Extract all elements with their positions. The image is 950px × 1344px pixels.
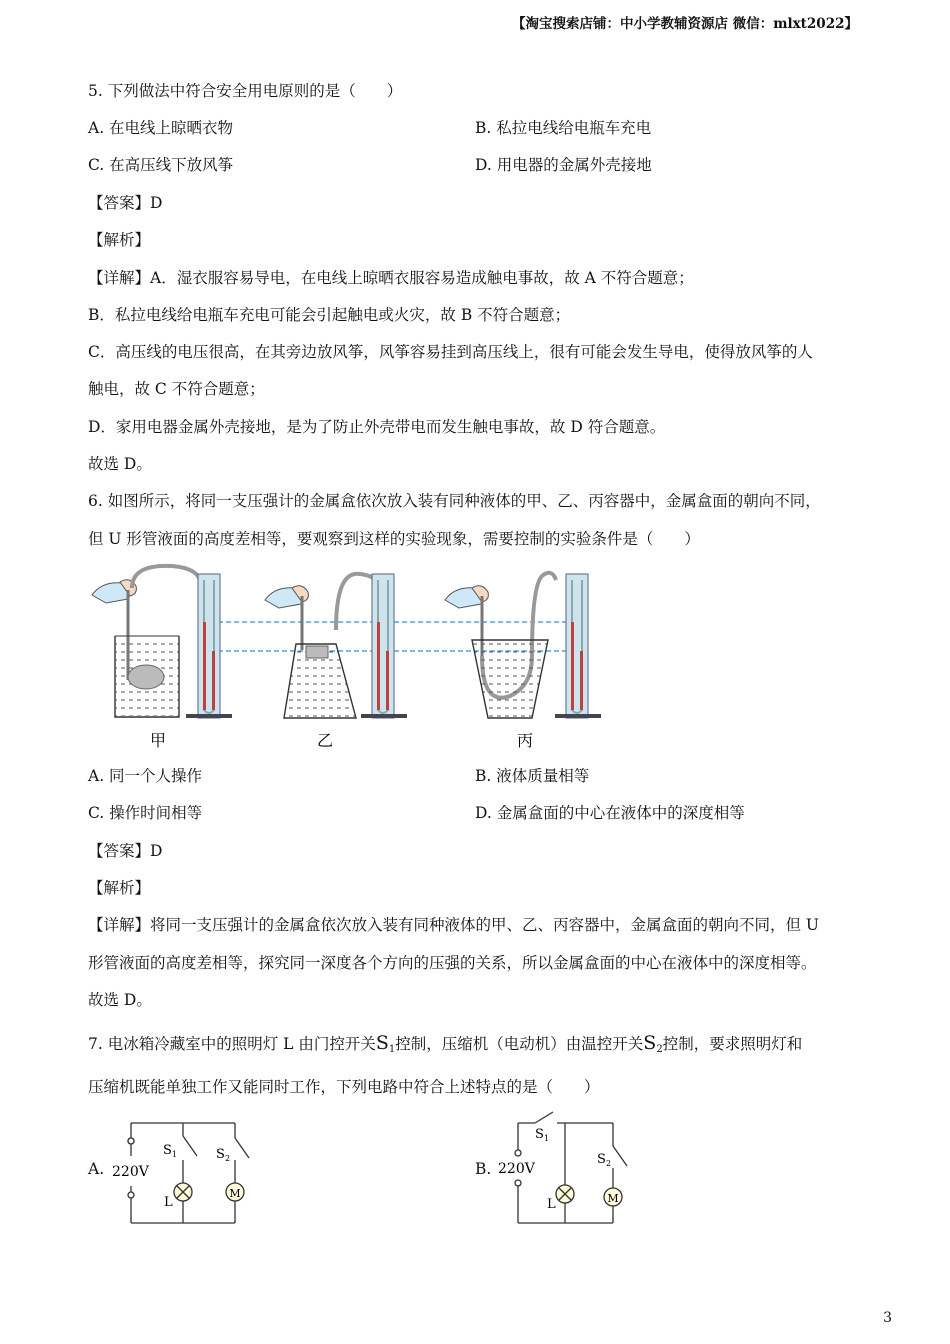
q5-detail-line: 触电，故 C 不符合题意； <box>88 380 265 398</box>
circuit-a-s1-label: S <box>163 1143 172 1158</box>
page-header: 【淘宝搜索店铺：中小学教辅资源店 微信：mlxt2022】 <box>512 16 858 32</box>
circuit-b-lamp-label: L <box>547 1197 556 1212</box>
q7-stem-line1: 7. 电冰箱冷藏室中的照明灯 L 由门控开关$S_1$控制，压缩机（电动机）由温控开关$S_2$控制，要求照明灯和 <box>88 1032 803 1055</box>
q6-detail-line: 故选 D。 <box>88 991 152 1009</box>
q6-answer: 【答案】D <box>88 842 163 860</box>
q5-detail-line: B．私拉电线给电瓶车充电可能会引起触电或火灾，故 B 不符合题意； <box>88 306 571 324</box>
setup-yi <box>265 574 407 718</box>
q7-stem-line2: 压缩机既能单独工作又能同时工作，下列电路中符合上述特点的是（ ） <box>88 1078 600 1096</box>
q6-option-d: D. 金属盒面的中心在液体中的深度相等 <box>475 804 745 822</box>
circuit-b-s2-sub: 2 <box>606 1159 612 1168</box>
pressure-gauge-figure <box>80 560 620 755</box>
circuit-b-voltage-label: 220V <box>498 1161 535 1177</box>
q5-detail-line: C．高压线的电压很高，在其旁边放风筝，风筝容易挂到高压线上，很有可能会发生导电，使得放风筝的人 <box>88 343 813 361</box>
q6-option-c: C. 操作时间相等 <box>88 804 203 822</box>
circuit-b-diagram <box>495 1108 645 1233</box>
circuit-a-s1-sub: 1 <box>172 1150 178 1159</box>
q5-detail-line: D．家用电器金属外壳接地，是为了防止外壳带电而发生触电事故，故 D 符合题意。 <box>88 418 666 436</box>
setup-jia <box>92 566 232 718</box>
circuit-b-s1-label: S <box>535 1127 544 1142</box>
figure-label-jia: 甲 <box>149 731 167 750</box>
figure-label-bing: 丙 <box>516 731 534 750</box>
circuit-a-diagram <box>108 1108 278 1233</box>
figure-label-yi: 乙 <box>316 731 334 750</box>
q5-option-b: B. 私拉电线给电瓶车充电 <box>475 119 652 137</box>
q5-detail-line: 【详解】A．湿衣服容易导电，在电线上晾晒衣服容易造成触电事故，故 A 不符合题意； <box>88 269 694 287</box>
q6-option-b: B. 液体质量相等 <box>475 767 590 785</box>
q5-analysis-label: 【解析】 <box>88 231 151 249</box>
circuit-a-voltage-label: 220V <box>112 1164 149 1180</box>
q5-option-c: C. 在高压线下放风筝 <box>88 156 234 174</box>
q5-option-a: A. 在电线上晾晒衣物 <box>88 119 234 137</box>
circuit-a-s2-sub: 2 <box>225 1154 231 1163</box>
q5-stem: 5. 下列做法中符合安全用电原则的是（ ） <box>88 82 403 100</box>
q6-stem-line: 但 U 形管液面的高度差相等，要观察到这样的实验现象，需要控制的实验条件是（ ） <box>88 530 700 548</box>
q7-option-a-label: A. <box>88 1160 105 1178</box>
page-number: 3 <box>883 1310 892 1326</box>
circuit-a-motor-label: M <box>229 1187 241 1200</box>
q5-detail-line: 故选 D。 <box>88 455 152 473</box>
q6-detail-line: 形管液面的高度差相等，探究同一深度各个方向的压强的关系，所以金属盒面的中心在液体中的深度相等。 <box>88 954 817 972</box>
q7-option-b-label: B. <box>475 1160 492 1178</box>
circuit-b-s1-sub: 1 <box>544 1134 550 1143</box>
q6-detail-line: 【详解】将同一支压强计的金属盒依次放入装有同种液体的甲、乙、丙容器中，金属盒面的朝向不同，但 U <box>88 916 819 934</box>
circuit-a-s2-label: S <box>216 1147 225 1162</box>
circuit-b-s2-label: S <box>597 1152 606 1167</box>
q5-option-d: D. 用电器的金属外壳接地 <box>475 156 652 174</box>
setup-bing <box>445 573 601 718</box>
circuit-b-motor-label: M <box>607 1192 619 1205</box>
q6-option-a: A. 同一个人操作 <box>88 767 203 785</box>
q6-analysis-label: 【解析】 <box>88 879 151 897</box>
q5-answer: 【答案】D <box>88 194 163 212</box>
q6-stem-line: 6. 如图所示，将同一支压强计的金属盒依次放入装有同种液体的甲、乙、丙容器中，金属盒面的朝向不同， <box>88 492 821 510</box>
circuit-a-lamp-label: L <box>164 1195 173 1210</box>
